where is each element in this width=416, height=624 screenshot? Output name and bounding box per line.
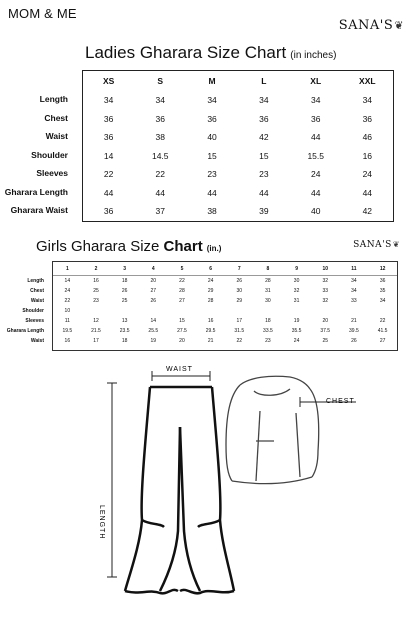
girls-table-cell: 28 [265, 278, 271, 284]
girls-brand-logo [353, 240, 400, 250]
girls-table-cell: 21 [207, 338, 214, 344]
ladies-table-cell: 14.5 [151, 150, 169, 161]
ladies-table-cell: 36 [310, 113, 321, 124]
girls-title-prefix: Girls Gharara Size [36, 238, 164, 255]
ladies-table-cell: 42 [362, 206, 373, 217]
girls-table-cell: 24 [64, 288, 71, 294]
ladies-column-header: XL [310, 76, 322, 86]
girls-table-cell: 27.5 [177, 328, 187, 334]
ladies-row-label: Shoulder [31, 149, 68, 160]
ladies-table-row [83, 165, 394, 184]
girls-table-cell: 11 [64, 318, 70, 324]
ladies-table-row [83, 91, 394, 110]
girls-table-cell: 31.5 [234, 328, 245, 334]
girls-table-cell: 19 [150, 338, 157, 344]
ladies-column-header: S [157, 76, 164, 86]
girls-row-label: Length [27, 278, 44, 284]
ladies-table-cell: 39 [259, 206, 269, 217]
girls-table-row [53, 276, 397, 287]
girls-table-box [52, 261, 398, 351]
girls-table-cell: 17 [93, 338, 99, 344]
ladies-table-cell: 38 [155, 132, 165, 143]
girls-table-cell: 14 [64, 278, 71, 284]
girls-table-cell: 41.5 [377, 328, 388, 334]
ladies-header-row [83, 71, 394, 92]
girls-table-cell: 26 [150, 298, 157, 304]
ladies-row-label: Gharara Waist [10, 205, 68, 215]
girls-table-cell: 19.5 [62, 328, 73, 334]
girls-table-cell: 34 [379, 298, 386, 304]
girls-table-cell: 16 [64, 338, 71, 344]
girls-table-cell: 21 [351, 318, 357, 324]
chest-label: CHEST [326, 398, 355, 405]
length-label: LENGTH [98, 505, 105, 540]
girls-table-cell: 16 [93, 278, 99, 284]
girls-column-header: 5 [168, 262, 197, 276]
ladies-column-header: M [208, 76, 216, 86]
ladies-table-cell: 14 [103, 150, 114, 161]
ladies-table-cell: 34 [207, 95, 217, 106]
girls-column-header: 11 [340, 262, 369, 276]
girls-table-cell: 28 [207, 298, 214, 304]
girls-table-cell: 26 [121, 288, 128, 294]
girls-table-cell [110, 306, 139, 316]
girls-table-cell: 25 [93, 288, 99, 294]
girls-column-header: 10 [311, 262, 340, 276]
ladies-table-cell: 44 [259, 187, 269, 198]
girls-table-cell: 32 [293, 288, 300, 294]
ladies-table-cell: 24 [310, 169, 321, 180]
ladies-unit: (in inches) [290, 50, 337, 61]
ladies-table-cell: 37 [155, 206, 165, 217]
ladies-table-cell: 40 [207, 132, 217, 143]
girls-table-cell: 37.5 [320, 328, 331, 334]
girls-table-cell [139, 306, 168, 316]
girls-table-cell: 22 [64, 298, 71, 304]
ladies-table-cell: 44 [310, 132, 321, 143]
girls-table-cell: 13 [121, 318, 128, 324]
leaf-icon: ❦ [394, 19, 404, 32]
girls-column-header: 12 [368, 262, 397, 276]
girls-table-cell: 14 [150, 318, 157, 324]
gharara-pants-drawing [125, 387, 234, 593]
kurta-top-drawing [226, 376, 319, 483]
girls-column-header: 8 [254, 262, 283, 276]
girls-table-cell [254, 306, 283, 316]
girls-table-cell [340, 306, 369, 316]
ladies-table-cell: 15.5 [307, 150, 324, 161]
girls-table-cell [311, 306, 340, 316]
ladies-table-row [83, 110, 394, 129]
girls-size-table [53, 262, 397, 346]
ladies-row-label: Sleeves [36, 168, 68, 178]
girls-table-cell: 34 [351, 278, 357, 284]
girls-table-cell: 23 [265, 338, 271, 344]
girls-brand-name: SANA'S [353, 240, 392, 250]
girls-column-header: 2 [82, 262, 111, 276]
girls-table-cell: 25 [121, 298, 128, 304]
girls-column-header: 4 [139, 262, 168, 276]
girls-table-cell: 22 [179, 278, 185, 284]
ladies-table-cell: 46 [362, 132, 373, 143]
girls-row-label: Chest [30, 288, 44, 294]
ladies-table-row [83, 128, 394, 147]
length-measure-line [107, 383, 117, 577]
ladies-table-row [83, 184, 394, 203]
ladies-row-label: Chest [44, 112, 68, 123]
girls-row-labels [0, 276, 44, 356]
ladies-chart-title [85, 43, 336, 63]
girls-column-header: 6 [196, 262, 225, 276]
measurement-diagram [0, 355, 416, 624]
girls-table-cell: 29 [236, 298, 243, 304]
ladies-table-cell: 34 [259, 95, 269, 106]
girls-table-cell: 34 [351, 288, 357, 294]
brand-logo [339, 18, 404, 33]
girls-table-cell: 20 [150, 278, 157, 284]
girls-table-cell: 27 [379, 338, 386, 344]
girls-table-cell: 25.5 [148, 328, 159, 334]
girls-table-cell: 26 [236, 278, 243, 284]
ladies-table-cell: 23 [259, 169, 269, 180]
ladies-table-cell: 36 [103, 206, 114, 217]
girls-table-cell [196, 306, 225, 316]
girls-header-row [53, 262, 397, 276]
girls-table-cell: 32 [322, 278, 329, 284]
ladies-table-cell: 36 [103, 132, 114, 143]
girls-column-header: 7 [225, 262, 254, 276]
ladies-table-cell: 44 [362, 187, 373, 198]
ladies-table-cell: 22 [155, 169, 165, 180]
girls-table-cell: 23.5 [119, 328, 130, 334]
ladies-table-cell: 38 [207, 206, 217, 217]
ladies-table-row [83, 147, 394, 166]
girls-column-header: 9 [282, 262, 311, 276]
girls-table-cell: 33 [351, 298, 357, 304]
ladies-column-header: XXL [359, 76, 376, 86]
girls-table-cell: 18 [265, 318, 271, 324]
girls-table-cell: 15 [179, 318, 185, 324]
ladies-table-cell: 34 [310, 95, 321, 106]
girls-table-cell [368, 306, 397, 316]
girls-table-cell: 30 [293, 278, 300, 284]
page-title: MOM & ME [8, 6, 77, 21]
girls-row-label: Gharara Length [6, 328, 44, 334]
girls-table-cell: 18 [121, 278, 128, 284]
girls-table-row [53, 306, 397, 316]
ladies-table-cell: 40 [310, 206, 321, 217]
girls-table-cell [82, 306, 111, 316]
ladies-row-label: Waist [45, 131, 68, 141]
leaf-icon-small: ❦ [392, 240, 400, 249]
ladies-table-cell: 22 [103, 169, 114, 180]
girls-table-cell: 24 [293, 338, 300, 344]
girls-table-cell: 20 [322, 318, 329, 324]
girls-table-cell: 35.5 [291, 328, 302, 334]
girls-table-cell: 25 [322, 338, 329, 344]
girls-table-cell: 31 [293, 298, 300, 304]
girls-table-cell: 24 [207, 278, 214, 284]
ladies-table-cell: 23 [207, 169, 217, 180]
girls-table-cell: 20 [179, 338, 185, 344]
ladies-table-cell: 16 [362, 150, 373, 161]
girls-table-cell: 36 [379, 278, 386, 284]
ladies-table-cell: 24 [362, 169, 373, 180]
ladies-row-label: Length [39, 94, 68, 104]
girls-table-cell: 18 [121, 338, 128, 344]
ladies-table-cell: 44 [207, 187, 217, 198]
girls-table-cell [282, 306, 311, 316]
ladies-column-header: L [261, 76, 267, 86]
ladies-row-label: Gharara Length [4, 186, 68, 197]
ladies-table-cell: 15 [207, 150, 217, 161]
girls-table-cell: 33.5 [263, 328, 273, 334]
girls-row-label: Sleeves [25, 318, 44, 324]
girls-table-row [53, 296, 397, 306]
girls-row-label: Shoulder [22, 308, 44, 314]
ladies-column-header: XS [102, 76, 115, 86]
girls-table-cell: 12 [93, 318, 99, 324]
ladies-table-cell: 44 [310, 187, 321, 198]
waist-label: WAIST [166, 366, 193, 373]
ladies-table-cell: 44 [103, 187, 114, 198]
girls-table-cell: 19 [293, 318, 300, 324]
ladies-table-cell: 34 [103, 95, 114, 106]
girls-table-row [53, 286, 397, 296]
ladies-table-cell: 34 [155, 95, 165, 106]
girls-table-cell [225, 306, 254, 316]
ladies-size-table [82, 70, 394, 222]
girls-table-cell: 27 [179, 298, 185, 304]
girls-table-cell: 23 [93, 298, 99, 304]
girls-table-cell [168, 306, 197, 316]
brand-name: SANA'S [338, 18, 394, 33]
ladies-table-cell: 44 [155, 187, 165, 198]
girls-table-row [53, 326, 397, 336]
ladies-table-cell: 34 [362, 95, 373, 106]
ladies-table-cell: 36 [207, 113, 217, 124]
ladies-title-text: Ladies Gharara Size Chart [85, 43, 287, 62]
girls-table-row [53, 336, 397, 346]
girls-table-cell: 29 [207, 288, 214, 294]
girls-table-cell: 32 [322, 298, 329, 304]
ladies-table-cell: 42 [259, 132, 269, 143]
girls-chart-title [36, 238, 221, 255]
girls-table-cell: 39.5 [349, 328, 359, 334]
girls-table-cell: 30 [265, 298, 271, 304]
girls-table-cell: 35 [379, 288, 386, 294]
girls-title-bold: Chart [163, 238, 203, 255]
ladies-table-cell: 36 [103, 113, 114, 124]
ladies-table-cell: 36 [155, 113, 165, 124]
girls-unit: (in.) [206, 244, 222, 253]
girls-row-label: Waist [30, 298, 44, 304]
girls-table-cell: 17 [236, 318, 243, 324]
girls-table-cell: 26 [351, 338, 357, 344]
girls-table-cell: 33 [322, 288, 329, 294]
ladies-table-cell: 36 [259, 113, 269, 124]
girls-column-header: 1 [53, 262, 82, 276]
girls-table-cell: 22 [379, 318, 386, 324]
girls-row-label: Waist [30, 338, 44, 344]
ladies-table-row [83, 202, 394, 221]
ladies-table-cell: 15 [259, 150, 269, 161]
girls-table-cell: 22 [236, 338, 243, 344]
girls-table-cell: 30 [236, 288, 243, 294]
ladies-table-cell: 36 [362, 113, 373, 124]
ladies-row-labels [0, 70, 68, 230]
girls-table-cell: 29.5 [205, 328, 216, 334]
girls-table-cell: 27 [150, 288, 157, 294]
girls-table-cell: 28 [179, 288, 185, 294]
girls-table-cell: 16 [207, 318, 214, 324]
girls-table-cell: 31 [265, 288, 271, 294]
girls-table-row [53, 316, 397, 326]
girls-table-cell: 10 [64, 308, 71, 314]
girls-table-cell: 21.5 [91, 328, 101, 334]
girls-column-header: 3 [110, 262, 139, 276]
